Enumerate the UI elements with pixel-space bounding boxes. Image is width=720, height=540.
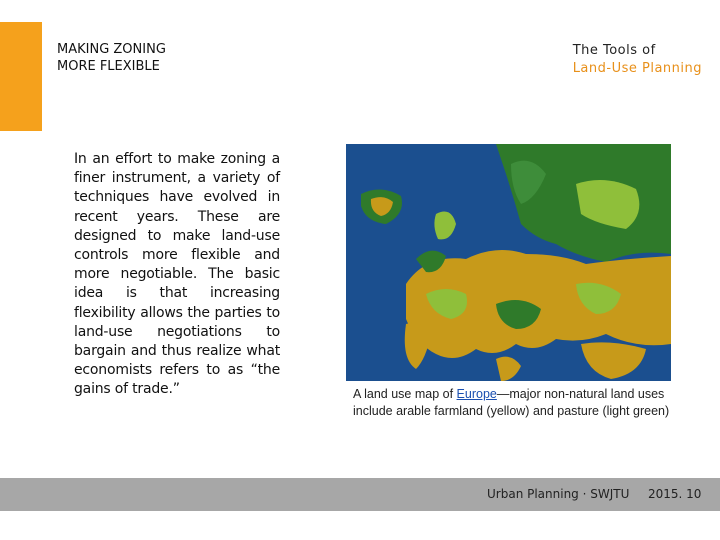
accent-bar: [0, 22, 42, 131]
map-caption: [353, 386, 683, 420]
body-paragraph: In an effort to make zoning a finer instrument, a variety of techniques have evolved in recent years. These are designed to make land-use controls more flexible and more negotiable. The basic idea is that increasing flexibility allows the parties to land-use negotiations to bargain and thus realize what economists refers to as “the gains of trade.”: [74, 151, 280, 398]
brand-line1: The Tools of: [572, 43, 656, 58]
europe-link[interactable]: Europe: [456, 387, 497, 401]
course-brand: [573, 42, 702, 78]
europe-land-use-map: [346, 144, 671, 381]
caption-prefix: A land use map of: [353, 387, 457, 401]
section-title-line1: MAKING ZONING: [57, 42, 166, 57]
footer-date: 2015. 10: [648, 487, 702, 501]
section-title-line2: MORE FLEXIBLE: [57, 59, 160, 74]
caption-suffix: —major non-natural land uses include arable farmland (yellow) and pasture (light green): [353, 387, 670, 418]
section-title: [57, 41, 166, 75]
footer-organization: Urban Planning · SWJTU: [487, 487, 630, 501]
brand-line2: Land-Use Planning: [572, 61, 702, 76]
map-image: [346, 144, 671, 381]
